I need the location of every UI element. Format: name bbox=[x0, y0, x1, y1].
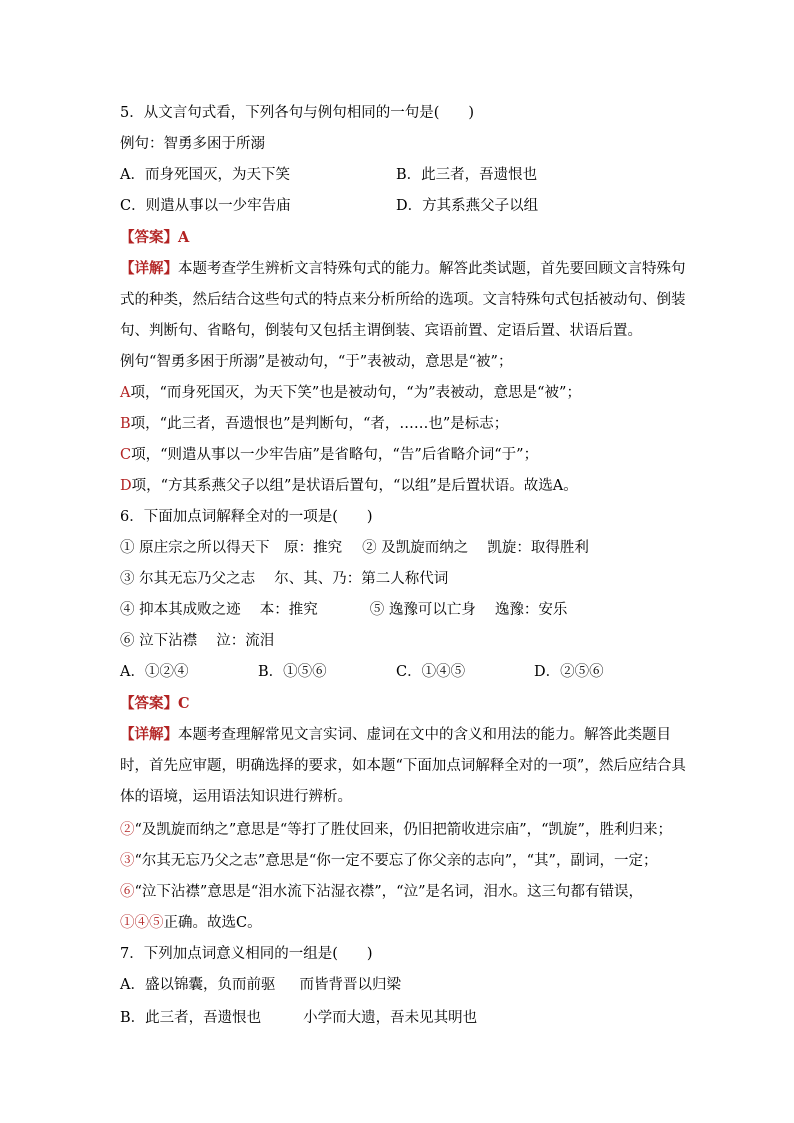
analysis-text: “尔其无忘乃父之志”意思是“你一定不要忘了你父亲的志向”，“其”，副词，一定； bbox=[134, 853, 658, 869]
q6-analysis-6 bbox=[120, 882, 643, 902]
q6-items-4-5 bbox=[120, 600, 567, 620]
q6-explain-line-2: 时，首先应审题，明确选择的要求，如本题“下面加点词解释全对的一项”，然后应结合具 bbox=[120, 758, 686, 774]
analysis-text: “泣下沾襟”意思是“泪水流下沾湿衣襟”，“泣”是名词，泪水。这三句都有错误， bbox=[134, 884, 643, 900]
q6-item-6: ⑥ 泣下沾襟 泣：流泪 bbox=[120, 633, 275, 649]
q5-options-cd bbox=[120, 196, 539, 216]
answer-value: A bbox=[178, 229, 190, 246]
answer-tag: 【答案】 bbox=[120, 695, 178, 712]
q6-option-d: D．②⑤⑥ bbox=[534, 664, 604, 680]
q6-analysis-2 bbox=[120, 820, 672, 840]
q7-option-b bbox=[120, 1008, 477, 1028]
explain-tag: 【详解】 bbox=[120, 726, 178, 743]
answer-value: C bbox=[178, 695, 190, 712]
q5-explain-line-4: 例句“智勇多困于所溺”是被动句，“于”表被动，意思是“被”； bbox=[120, 354, 513, 370]
explain-text: 本题考查学生辨析文言特殊句式的能力。解答此类试题，首先要回顾文言特殊句 bbox=[178, 261, 686, 277]
analysis-label: ⑥ bbox=[120, 884, 135, 900]
q6-option-c: C．①④⑤ bbox=[396, 664, 466, 680]
q5-option-c: C．则遣从事以一少牢告庙 bbox=[120, 198, 291, 214]
q5-explain-line-3: 句、判断句、省略句，倒装句又包括主谓倒装、宾语前置、定语后置、状语后置。 bbox=[120, 323, 642, 339]
q6-options bbox=[120, 662, 604, 682]
analysis-label: D bbox=[120, 478, 132, 494]
q6-analysis-3 bbox=[120, 851, 657, 871]
q6-stem: 6．下面加点词解释全对的一项是( ) bbox=[120, 509, 373, 525]
q6-option-b: B．①⑤⑥ bbox=[258, 664, 327, 680]
q5-analysis-b bbox=[120, 414, 508, 434]
analysis-text: 正确。故选C。 bbox=[163, 915, 262, 931]
explain-text: 本题考查理解常见文言实词、虚词在文中的含义和用法的能力。解答此类题目 bbox=[178, 727, 671, 743]
q6-item-4: ④ 抑本其成败之迹 本：推究 bbox=[120, 602, 318, 618]
q7-option-a-part-2: 而皆背晋以归梁 bbox=[299, 977, 401, 993]
analysis-label: C bbox=[120, 447, 132, 463]
q6-analysis-conclusion bbox=[120, 913, 262, 933]
analysis-label: ② bbox=[120, 822, 135, 838]
q5-explain-line-1 bbox=[120, 259, 686, 279]
q5-answer bbox=[120, 228, 189, 248]
answer-tag: 【答案】 bbox=[120, 229, 178, 246]
q7-option-b-part-2: 小学而大遗，吾未见其明也 bbox=[303, 1010, 478, 1026]
analysis-label: A bbox=[120, 385, 131, 401]
q7-option-b-part-1: B．此三者，吾遗恨也 bbox=[120, 1010, 262, 1026]
q5-option-d: D．方其系燕父子以组 bbox=[396, 198, 539, 214]
analysis-text: “及凯旋而纳之”意思是“等打了胜仗回来，仍旧把箭收进宗庙”，“凯旋”，胜利归来； bbox=[134, 822, 672, 838]
analysis-label: ①④⑤ bbox=[120, 915, 164, 931]
q6-option-a: A．①②④ bbox=[120, 664, 189, 680]
q5-option-a: A．而身死国灭，为天下笑 bbox=[120, 167, 290, 183]
q6-explain-line-1 bbox=[120, 725, 671, 745]
analysis-label: B bbox=[120, 416, 131, 432]
q7-stem: 7．下列加点词意义相同的一组是( ) bbox=[120, 946, 373, 962]
q5-option-b: B．此三者，吾遗恨也 bbox=[396, 167, 538, 183]
q6-answer bbox=[120, 694, 190, 714]
q6-explain-line-3: 体的语境，运用语法知识进行辨析。 bbox=[120, 789, 352, 805]
q5-options-ab bbox=[120, 165, 538, 185]
q6-items-1-2 bbox=[120, 538, 589, 558]
analysis-text: 项，“而身死国灭，为天下笑”也是被动句，“为”表被动，意思是“被”； bbox=[130, 385, 581, 401]
q5-analysis-a bbox=[120, 383, 581, 403]
q5-analysis-c bbox=[120, 445, 538, 465]
q5-stem: 5．从文言句式看，下列各句与例句相同的一句是( ) bbox=[120, 105, 475, 121]
q6-item-2: ② 及凯旋而纳之 凯旋：取得胜利 bbox=[362, 540, 589, 556]
analysis-text: 项，“则遣从事以一少牢告庙”是省略句，“告”后省略介词“于”； bbox=[131, 447, 539, 463]
q6-item-1: ① 原庄宗之所以得天下 原：推究 bbox=[120, 540, 343, 556]
q6-item-5: ⑤ 逸豫可以亡身 逸豫：安乐 bbox=[369, 602, 568, 618]
analysis-text: 项，“方其系燕父子以组”是状语后置句，“以组”是后置状语。故选A。 bbox=[131, 478, 578, 494]
q5-example: 例句：智勇多困于所溺 bbox=[120, 136, 265, 152]
q7-option-a bbox=[120, 975, 401, 995]
q5-analysis-d bbox=[120, 476, 578, 496]
analysis-text: 项，“此三者，吾遗恨也”是判断句，“者，……也”是标志； bbox=[130, 416, 509, 432]
q6-item-3: ③ 尔其无忘乃父之志 尔、其、乃：第二人称代词 bbox=[120, 571, 449, 587]
explain-tag: 【详解】 bbox=[120, 260, 178, 277]
q7-option-a-part-1: A．盛以锦囊，负而前驱 bbox=[120, 977, 276, 993]
analysis-label: ③ bbox=[120, 853, 135, 869]
q5-explain-line-2: 式的种类，然后结合这些句式的特点来分析所给的选项。文言特殊句式包括被动句、倒装 bbox=[120, 292, 686, 308]
